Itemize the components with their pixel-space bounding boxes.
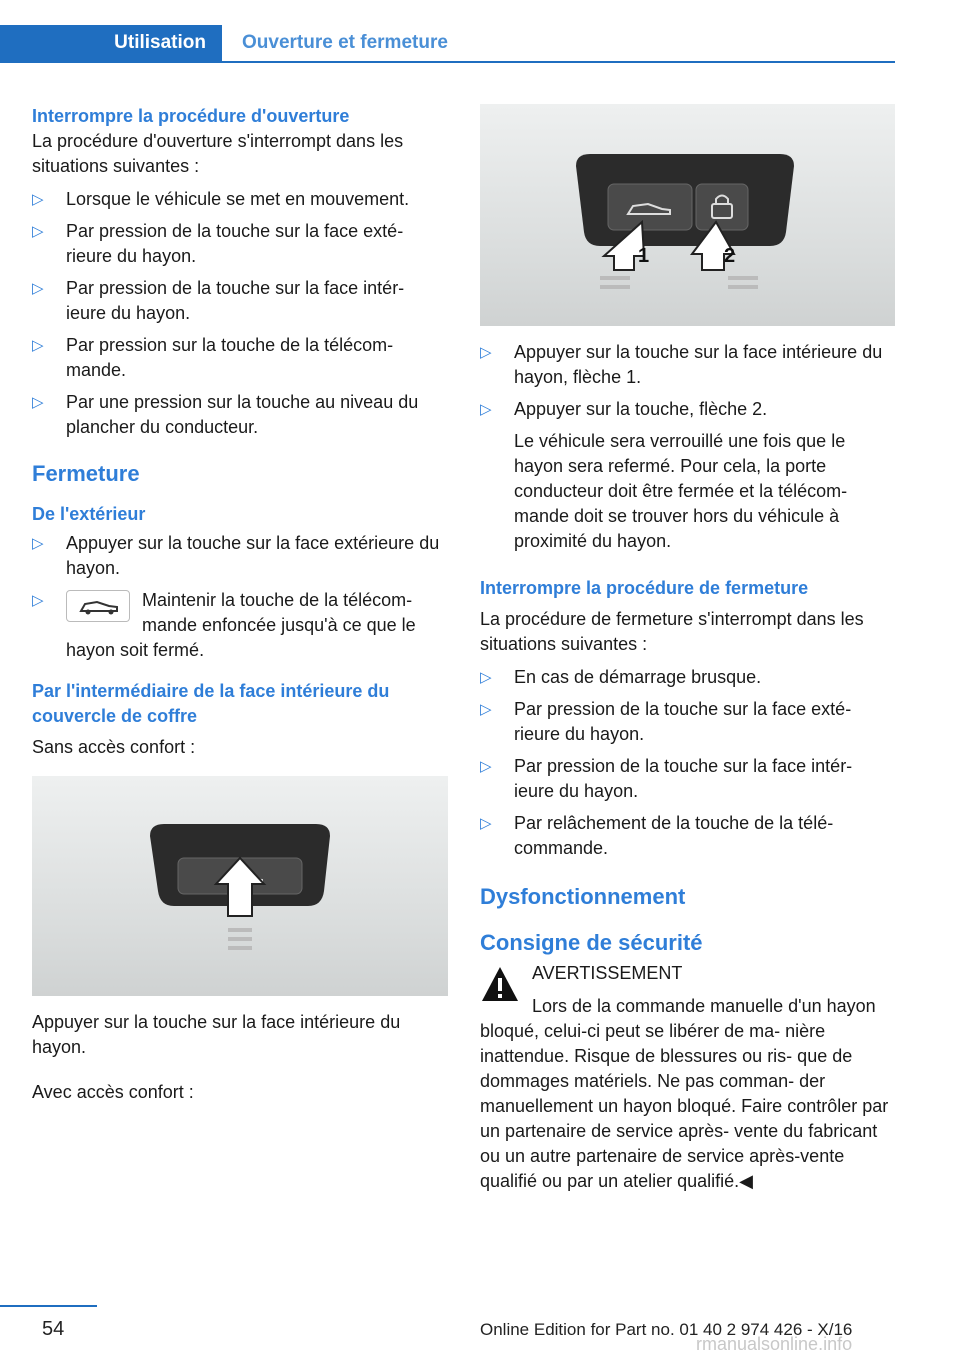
- list-item-text: Par pression de la touche sur la face intér‐ ieure du hayon.: [66, 278, 405, 323]
- triangle-bullet-icon: ▷: [32, 394, 44, 411]
- triangle-bullet-icon: ▷: [480, 401, 492, 418]
- triangle-bullet-icon: ▷: [32, 223, 44, 240]
- para-sans-acces: Sans accès confort :: [32, 737, 196, 757]
- list-item: [480, 697, 895, 747]
- list-item: [480, 340, 895, 390]
- para-interrupt-closing: La procédure de fermeture s'interrompt dans les situations suivantes :: [480, 609, 864, 654]
- list-item: [32, 390, 448, 440]
- trunk-remote-icon: [66, 590, 130, 622]
- trunk-lock-buttons-image: [480, 104, 895, 326]
- list-closing-comfort: [480, 340, 895, 554]
- right-column: [480, 104, 895, 1194]
- triangle-bullet-icon: ▷: [480, 815, 492, 832]
- warning-title: AVERTISSEMENT: [532, 963, 683, 983]
- list-item-text: Appuyer sur la touche, flèche 2.: [514, 399, 768, 419]
- triangle-bullet-icon: ▷: [32, 280, 44, 297]
- figure-label-1: 1: [638, 245, 650, 267]
- list-item-text: Appuyer sur la touche sur la face intérieure du hayon, flèche 1.: [514, 342, 883, 387]
- list-item-text: Par relâchement de la touche de la télé‐ commande.: [514, 813, 834, 858]
- list-item: [480, 397, 895, 554]
- trunk-button-image: [32, 776, 448, 996]
- list-item-text: Par une pression sur la touche au niveau du plancher du conducteur.: [66, 392, 419, 437]
- list-item-text: Appuyer sur la touche sur la face extérieure du hayon.: [66, 533, 440, 578]
- triangle-bullet-icon: ▷: [32, 535, 44, 552]
- list-item: [32, 219, 448, 269]
- triangle-bullet-icon: ▷: [480, 701, 492, 718]
- warning-block: [480, 961, 895, 1194]
- left-column: [32, 104, 448, 1105]
- list-item: [480, 811, 895, 861]
- list-item-text: Par pression sur la touche de la télécom‐ mande.: [66, 335, 394, 380]
- tab-utilisation[interactable]: Utilisation: [0, 25, 222, 61]
- footer-rule: [0, 1305, 97, 1307]
- heading-intermediaire: Par l'intermédiaire de la face intérieure du couvercle de coffre: [32, 681, 390, 726]
- list-interrupt-closing: [480, 665, 895, 861]
- list-item-text: Par pression de la touche sur la face exté‐ rieure du hayon.: [514, 699, 852, 744]
- list-item: [32, 187, 448, 212]
- triangle-bullet-icon: ▷: [480, 344, 492, 361]
- heading-fermeture: Fermeture: [32, 461, 140, 486]
- list-interrupt-opening: [32, 187, 448, 440]
- heading-dysfonctionnement: Dysfonctionnement: [480, 884, 686, 909]
- list-item-text: Par pression de la touche sur la face exté‐ rieure du hayon.: [66, 221, 404, 266]
- tab-ouverture-fermeture[interactable]: Ouverture et fermeture: [242, 32, 448, 53]
- warning-text: Lors de la commande manuelle d'un hayon bloqué, celui-ci peut se libérer de ma‐ nière inattendue. Risque de blessures ou ris‐ que de dommages matériels. Ne pas comman‐ der manuellement un hayon bloqué. Faire contrôler par un partenaire de service après- vente du fabricant ou un autre partenaire de service après-vente qualifié ou par un atelier qualifié.◀: [480, 996, 889, 1191]
- footer-edition: Online Edition for Part no. 01 40 2 974 426 - X/16: [480, 1320, 853, 1339]
- heading-interrupt-closing: Interrompre la procédure de fermeture: [480, 578, 809, 598]
- para-appuyer: Appuyer sur la touche sur la face intérieure du hayon.: [32, 1012, 401, 1057]
- triangle-bullet-icon: ▷: [32, 592, 44, 609]
- list-item: [32, 276, 448, 326]
- list-closing-exterior: [32, 531, 448, 663]
- para-lock-note: Le véhicule sera verrouillé une fois que le hayon sera refermé. Pour cela, la porte conducteur doit être fermée et la télécom‐ mande doit se trouver hors du véhicule à proximité du hayon.: [514, 431, 848, 551]
- triangle-bullet-icon: ▷: [32, 337, 44, 354]
- list-item: [32, 588, 448, 663]
- para-avec-acces: Avec accès confort :: [32, 1082, 194, 1102]
- list-item-text: Maintenir la touche de la télécom‐ mande enfoncée jusqu'à ce que le hayon soit fermé.: [66, 590, 416, 660]
- list-item: [32, 333, 448, 383]
- heading-consigne: Consigne de sécurité: [480, 930, 703, 955]
- heading-interrupt-opening: Interrompre la procédure d'ouverture: [32, 106, 350, 126]
- page-number: 54: [42, 1318, 65, 1340]
- header-bar: [0, 25, 895, 63]
- warning-triangle-icon: [480, 965, 520, 1003]
- list-item-text: En cas de démarrage brusque.: [514, 667, 762, 687]
- list-item-text: Lorsque le véhicule se met en mouvement.: [66, 189, 410, 209]
- para-interrupt-opening: La procédure d'ouverture s'interrompt dans les situations suivantes :: [32, 131, 404, 176]
- triangle-bullet-icon: ▷: [32, 191, 44, 208]
- heading-exterieur: De l'extérieur: [32, 504, 146, 524]
- list-item: [32, 531, 448, 581]
- watermark: rmanualsonline.info: [696, 1334, 853, 1354]
- triangle-bullet-icon: ▷: [480, 758, 492, 775]
- list-item: [480, 665, 895, 690]
- list-item: [480, 754, 895, 804]
- figure-label-2: 2: [724, 245, 736, 267]
- triangle-bullet-icon: ▷: [480, 669, 492, 686]
- list-item-text: Par pression de la touche sur la face intér‐ ieure du hayon.: [514, 756, 853, 801]
